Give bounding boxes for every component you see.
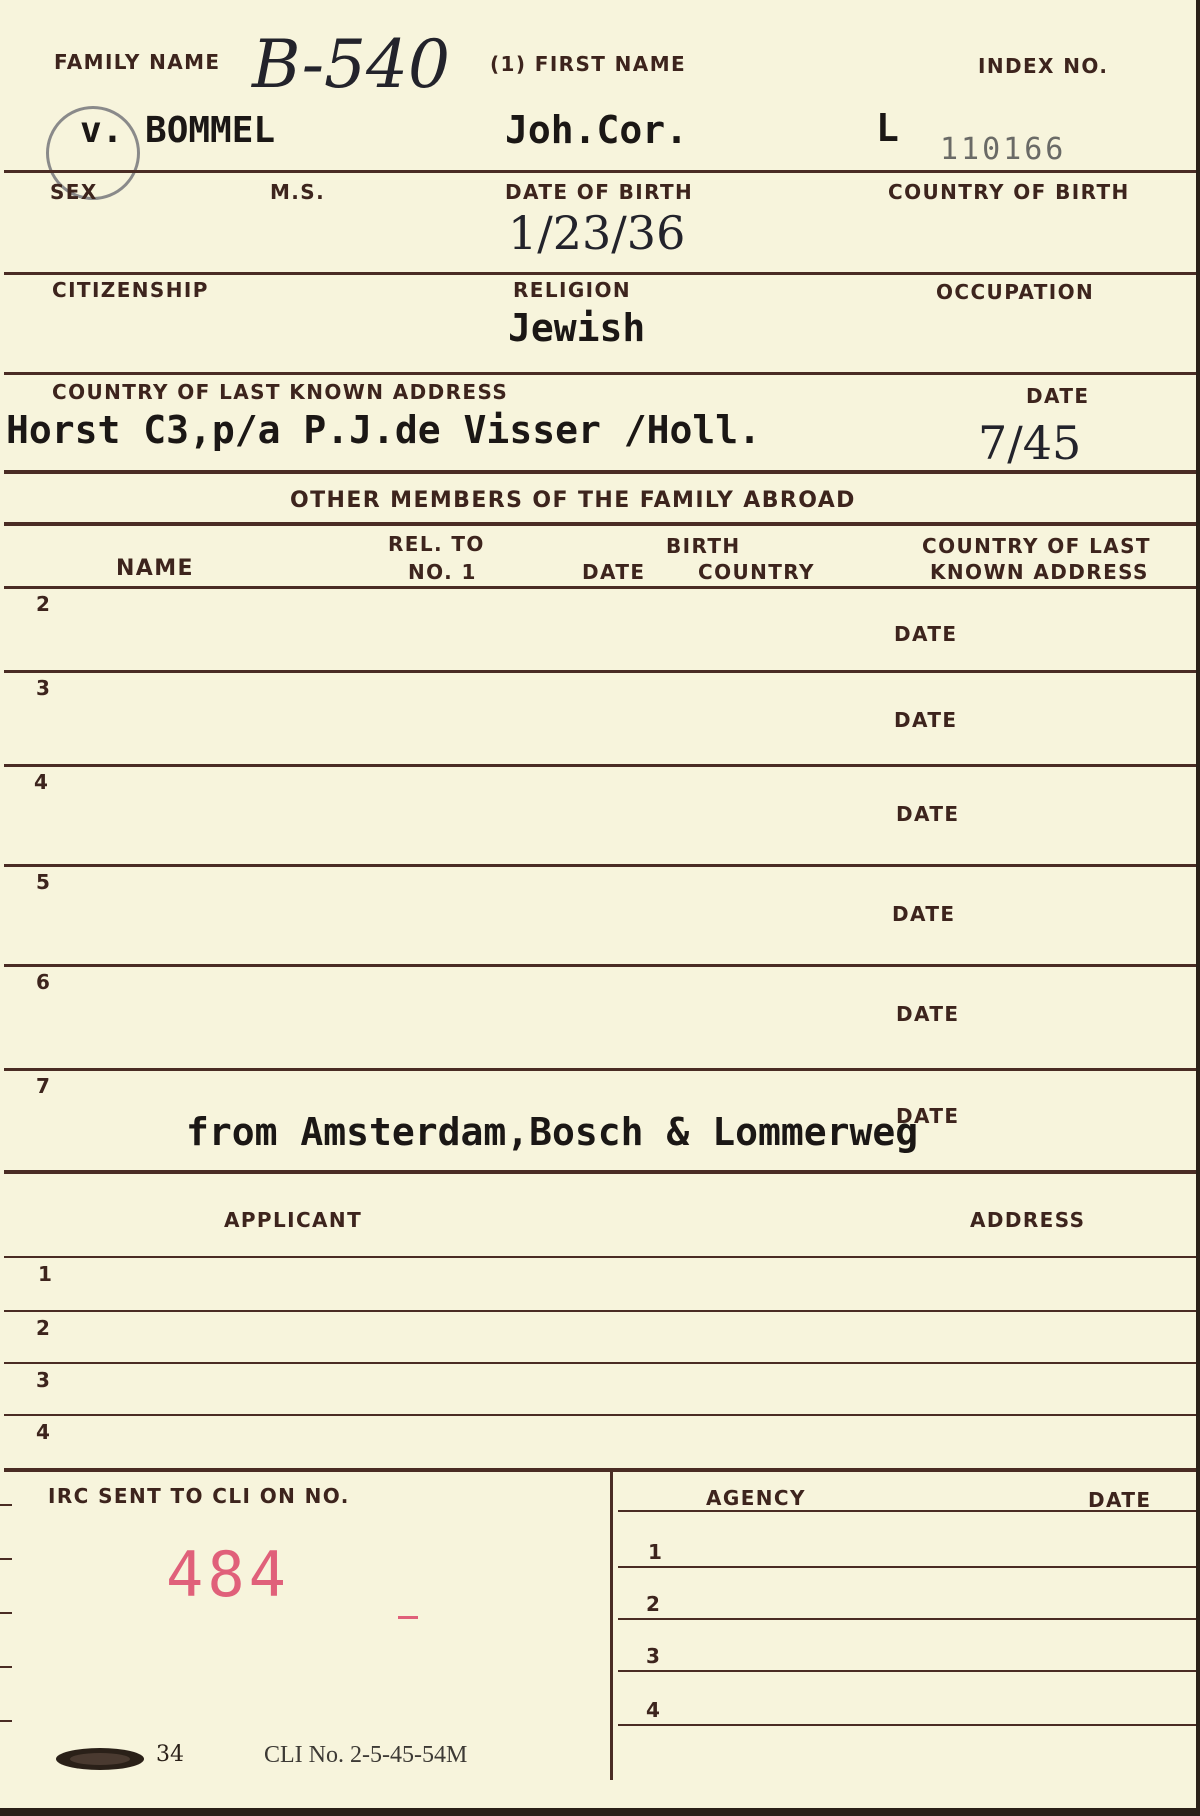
file-number: B-540 <box>252 26 450 103</box>
col-country-last-label-1: COUNTRY OF LAST <box>922 534 1151 558</box>
remark-value: from Amsterdam,Bosch & Lommerweg <box>186 1110 919 1154</box>
agency-row-number: 1 <box>648 1540 662 1564</box>
applicant-row-number: 3 <box>36 1368 50 1392</box>
col-birth-country-label: COUNTRY <box>698 560 815 584</box>
agency-row-number: 2 <box>646 1592 660 1616</box>
col-birth-date-label: DATE <box>582 560 646 584</box>
family-row-date-label: DATE <box>896 1104 960 1128</box>
col-birth-label: BIRTH <box>666 534 741 558</box>
index-no-label: INDEX NO. <box>978 54 1109 78</box>
occupation-label: OCCUPATION <box>936 280 1095 304</box>
family-row-number: 6 <box>36 970 50 994</box>
family-name-value: v. BOMMEL <box>80 110 276 151</box>
family-row-number: 2 <box>36 592 50 616</box>
applicant-row-number: 4 <box>36 1420 50 1444</box>
family-name-label: FAMILY NAME <box>54 50 221 74</box>
citizenship-label: CITIZENSHIP <box>52 278 209 302</box>
family-row-date-label: DATE <box>896 802 960 826</box>
applicant-row-number: 1 <box>38 1262 52 1286</box>
last-address-value: Horst C3,p/a P.J.de Visser /Holl. <box>6 408 761 452</box>
country-last-address-label: COUNTRY OF LAST KNOWN ADDRESS <box>52 380 509 404</box>
first-name-value: Joh.Cor. <box>505 108 689 152</box>
applicant-row-number: 2 <box>36 1316 50 1340</box>
family-row-number: 5 <box>36 870 50 894</box>
agency-date-label: DATE <box>1088 1488 1152 1512</box>
form-number: CLI No. 2-5-45-54M <box>264 1742 468 1768</box>
ms-label: M.S. <box>270 180 326 204</box>
family-row-date-label: DATE <box>894 708 958 732</box>
family-row-date-label: DATE <box>892 902 956 926</box>
col-name-label: NAME <box>116 556 194 581</box>
date-of-birth-value: 1/23/36 <box>508 206 686 260</box>
irc-sent-label: IRC SENT TO CLI ON NO. <box>48 1484 350 1508</box>
irc-number-stamp: 484 <box>166 1538 290 1611</box>
family-abroad-heading: OTHER MEMBERS OF THE FAMILY ABROAD <box>290 488 856 513</box>
family-row-date-label: DATE <box>896 1002 960 1026</box>
red-mark <box>398 1616 418 1619</box>
first-name-label: (1) FIRST NAME <box>490 52 687 76</box>
family-row-number: 4 <box>34 770 48 794</box>
index-number: 110166 <box>940 132 1067 167</box>
religion-label: RELIGION <box>513 278 632 302</box>
applicant-label: APPLICANT <box>224 1208 363 1232</box>
address-date-label: DATE <box>1026 384 1090 408</box>
sex-label: SEX <box>50 180 98 204</box>
col-rel-label-1: REL. TO <box>388 532 485 556</box>
agency-row-number: 4 <box>646 1698 660 1722</box>
family-row-date-label: DATE <box>894 622 958 646</box>
family-row-number: 7 <box>36 1074 50 1098</box>
union-label-icon <box>54 1744 146 1774</box>
religion-value: Jewish <box>508 306 646 350</box>
address-date-value: 7/45 <box>978 416 1082 470</box>
col-country-last-label-2: KNOWN ADDRESS <box>930 560 1149 584</box>
address-label: ADDRESS <box>970 1208 1086 1232</box>
agency-row-number: 3 <box>646 1644 660 1668</box>
bottom-divider <box>610 1470 613 1780</box>
form-code: 34 <box>156 1742 184 1767</box>
country-of-birth-label: COUNTRY OF BIRTH <box>888 180 1130 204</box>
col-rel-label-2: NO. 1 <box>408 560 477 584</box>
index-initial: L <box>876 106 899 150</box>
date-of-birth-label: DATE OF BIRTH <box>505 180 694 204</box>
agency-label: AGENCY <box>706 1486 806 1510</box>
family-row-number: 3 <box>36 676 50 700</box>
